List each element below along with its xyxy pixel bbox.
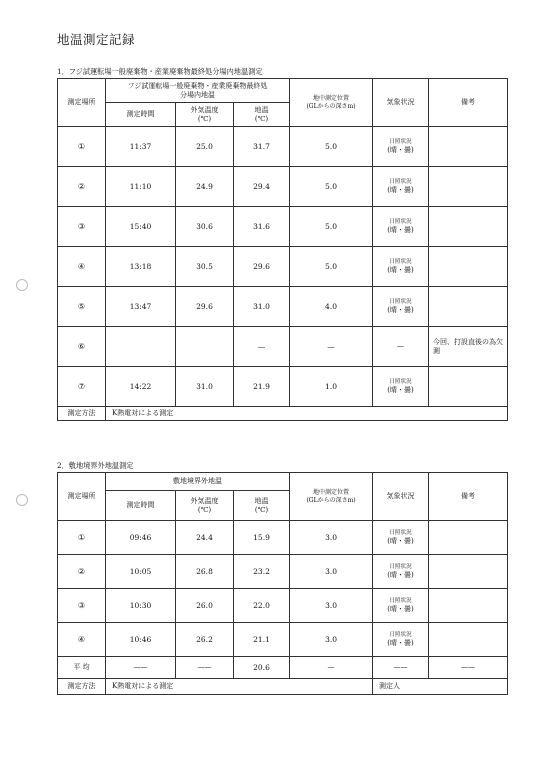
table-row — [58, 367, 508, 407]
ground-temp-value: 31.6 — [234, 207, 290, 247]
average-label: 平 均 — [58, 657, 106, 679]
air-temp-value: 24.4 — [176, 521, 234, 555]
average-air: —— — [176, 657, 234, 679]
weather-label: 日照状況 — [389, 258, 412, 265]
time-value: 13:18 — [106, 247, 176, 287]
air-temp-value: 29.6 — [176, 287, 234, 327]
depth-value: 1.0 — [290, 367, 373, 407]
average-weather: —— — [373, 657, 429, 679]
method-value: K熱電対による測定 — [106, 679, 373, 695]
remarks-header: 備考 — [429, 473, 508, 521]
depth-header: 地中測定位置 (GLからの深さm) — [290, 473, 373, 521]
location-mark: ② — [58, 167, 106, 207]
location-header: 測定場所 — [58, 79, 106, 127]
average-time: —— — [106, 657, 176, 679]
ground-temp-value: 29.6 — [234, 247, 290, 287]
ground-temp-value: 21.9 — [234, 367, 290, 407]
time-value: 10:30 — [106, 589, 176, 623]
table-row — [58, 623, 508, 657]
weather-value: (晴・曇) — [387, 605, 414, 614]
air-temp-value: 30.6 — [176, 207, 234, 247]
weather-cell — [373, 127, 429, 167]
remarks-value — [429, 127, 508, 167]
weather-label: 日照状況 — [389, 529, 412, 536]
depth-header: 地中測定位置 (GLからの深さm) — [290, 79, 373, 127]
weather-cell — [373, 367, 429, 407]
depth-value: 3.0 — [290, 623, 373, 657]
remarks-value — [429, 287, 508, 327]
weather-cell — [373, 167, 429, 207]
method-label: 測定方法 — [58, 407, 106, 421]
time-value: 10:05 — [106, 555, 176, 589]
remarks-value — [429, 247, 508, 287]
weather-value: (晴・曇) — [387, 186, 414, 195]
average-depth: — — [290, 657, 373, 679]
weather-label: 日照状況 — [389, 631, 412, 638]
time-header: 測定時間 — [106, 491, 176, 521]
remarks-value: 今回、打設直後の為欠測 — [429, 327, 508, 367]
remarks-value — [429, 367, 508, 407]
ground-temp-value: 15.9 — [234, 521, 290, 555]
table-row — [58, 555, 508, 589]
punch-hole-marker — [16, 494, 28, 506]
time-value: 13:47 — [106, 287, 176, 327]
air-temp-value: 24.9 — [176, 167, 234, 207]
location-mark: ① — [58, 127, 106, 167]
air-temp-value — [176, 327, 234, 367]
remarks-value — [429, 521, 508, 555]
weather-value: (晴・曇) — [387, 266, 414, 275]
depth-value: 4.0 — [290, 287, 373, 327]
weather-cell — [373, 555, 429, 589]
weather-label: 日照状況 — [389, 597, 412, 604]
boundary-temperature-table — [57, 472, 508, 695]
method-value: K熱電対による測定 — [106, 407, 508, 421]
remarks-value — [429, 623, 508, 657]
table-row — [58, 327, 508, 367]
weather-cell — [373, 623, 429, 657]
weather-value: (晴・曇) — [387, 306, 414, 315]
location-mark: ⑤ — [58, 287, 106, 327]
ground-temp-value: 23.2 — [234, 555, 290, 589]
depth-value: — — [290, 327, 373, 367]
weather-value: — — [397, 342, 405, 351]
punch-hole-marker — [16, 279, 28, 291]
weather-label: 日照状況 — [389, 378, 412, 385]
time-value: 15:40 — [106, 207, 176, 247]
ground-temp-value: — — [234, 327, 290, 367]
weather-cell — [373, 207, 429, 247]
remarks-header: 備考 — [429, 79, 508, 127]
ground-temp-value: 22.0 — [234, 589, 290, 623]
weather-label: 日照状況 — [389, 218, 412, 225]
table-row — [58, 127, 508, 167]
table-row — [58, 247, 508, 287]
air-temp-value: 30.5 — [176, 247, 234, 287]
depth-value: 3.0 — [290, 555, 373, 589]
weather-value: (晴・曇) — [387, 571, 414, 580]
page-title: 地温測定記録 — [57, 32, 136, 47]
remarks-value — [429, 207, 508, 247]
weather-header: 気象状況 — [373, 79, 429, 127]
weather-cell — [373, 327, 429, 367]
depth-value: 3.0 — [290, 521, 373, 555]
time-value: 10:46 — [106, 623, 176, 657]
air-temp-value: 26.2 — [176, 623, 234, 657]
weather-value: (晴・曇) — [387, 146, 414, 155]
ground-temp-header: 地温 (℃) — [234, 491, 290, 521]
time-header: 測定時間 — [106, 103, 176, 127]
location-header: 測定場所 — [58, 473, 106, 521]
location-mark: ① — [58, 521, 106, 555]
ground-temp-value: 21.1 — [234, 623, 290, 657]
table-row — [58, 589, 508, 623]
depth-value: 3.0 — [290, 589, 373, 623]
time-value — [106, 327, 176, 367]
ground-temp-value: 29.4 — [234, 167, 290, 207]
location-mark: ③ — [58, 589, 106, 623]
weather-cell — [373, 589, 429, 623]
air-temp-value: 26.8 — [176, 555, 234, 589]
depth-value: 5.0 — [290, 167, 373, 207]
time-value: 09:46 — [106, 521, 176, 555]
time-value: 11:10 — [106, 167, 176, 207]
air-temp-value: 26.0 — [176, 589, 234, 623]
table-row — [58, 167, 508, 207]
air-temp-value: 25.0 — [176, 127, 234, 167]
remarks-value — [429, 167, 508, 207]
weather-value: (晴・曇) — [387, 639, 414, 648]
weather-label: 日照状況 — [389, 138, 412, 145]
weather-value: (晴・曇) — [387, 537, 414, 546]
weather-label: 日照状況 — [389, 298, 412, 305]
table-row — [58, 207, 508, 247]
table-row — [58, 287, 508, 327]
remarks-value — [429, 555, 508, 589]
air-temp-value: 31.0 — [176, 367, 234, 407]
location-mark: ⑦ — [58, 367, 106, 407]
weather-value: (晴・曇) — [387, 226, 414, 235]
depth-value: 5.0 — [290, 127, 373, 167]
weather-label: 日照状況 — [389, 178, 412, 185]
time-value: 14:22 — [106, 367, 176, 407]
inside-site-temperature-table — [57, 78, 508, 421]
weather-cell — [373, 521, 429, 555]
average-ground: 20.6 — [234, 657, 290, 679]
location-mark: ⑥ — [58, 327, 106, 367]
section1-title: 1．フジ試運転場一般廃棄物・産業廃棄物最終処分場内地温測定 — [57, 67, 263, 76]
location-mark: ② — [58, 555, 106, 589]
weather-value: (晴・曇) — [387, 386, 414, 395]
weather-cell — [373, 287, 429, 327]
time-value: 11:37 — [106, 127, 176, 167]
location-mark: ④ — [58, 623, 106, 657]
method-label: 測定方法 — [58, 679, 106, 695]
weather-label: 日照状況 — [389, 563, 412, 570]
average-remarks: —— — [429, 657, 508, 679]
weather-cell — [373, 247, 429, 287]
location-mark: ④ — [58, 247, 106, 287]
air-temp-header: 外気温度 (℃) — [176, 491, 234, 521]
depth-value: 5.0 — [290, 207, 373, 247]
ground-temp-value: 31.7 — [234, 127, 290, 167]
ground-temp-header: 地温 (℃) — [234, 103, 290, 127]
air-temp-header: 外気温度 (℃) — [176, 103, 234, 127]
group-header: フジ試運転場一般廃棄物・産業廃棄物最終処分場内地温 — [106, 79, 290, 103]
depth-value: 5.0 — [290, 247, 373, 287]
location-mark: ③ — [58, 207, 106, 247]
weather-header: 気象状況 — [373, 473, 429, 521]
group-header: 敷地境界外地温 — [106, 473, 290, 491]
section2-title: 2．敷地境界外地温測定 — [57, 461, 134, 470]
table-row — [58, 521, 508, 555]
remarks-value — [429, 589, 508, 623]
measurer-label: 測定人 — [373, 679, 508, 695]
ground-temp-value: 31.0 — [234, 287, 290, 327]
